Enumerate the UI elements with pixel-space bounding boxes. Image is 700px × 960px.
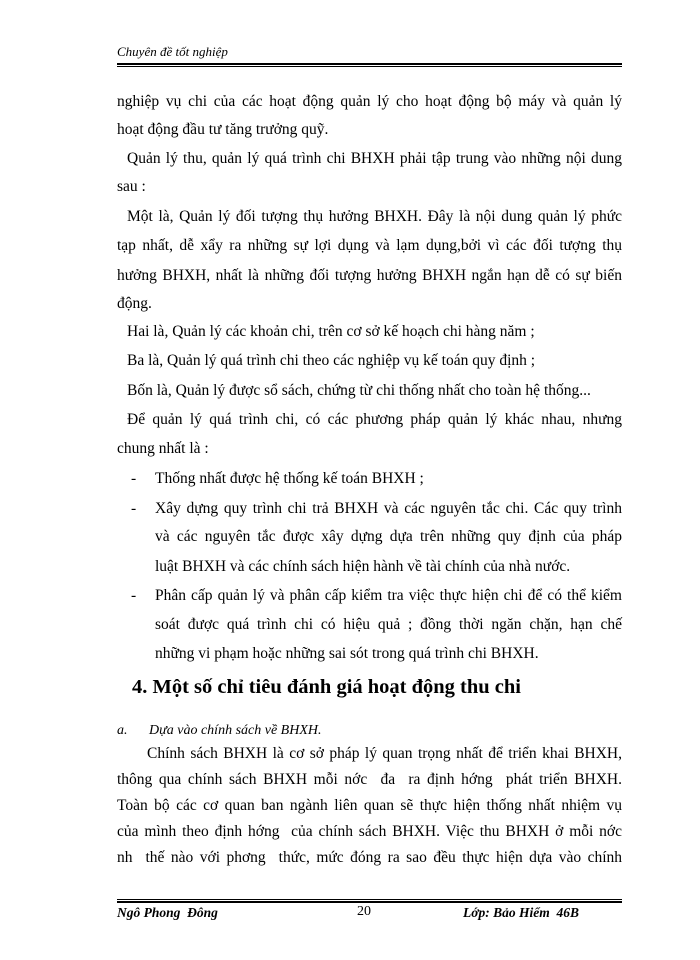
running-header: Chuyên đề tốt nghiệp [117, 44, 228, 59]
text-line: hưởng BHXH, nhất là những đối tượng hưởng BHXH ngắn hạn dễ có sự biến [117, 267, 622, 284]
subsection-label: a. [117, 723, 128, 738]
bullet-line: những vi phạm hoặc những sai sót trong quá trình chi BHXH. [155, 645, 539, 662]
text-line: chung nhất là : [117, 440, 209, 457]
text-line: của mình theo định hớng của chính sách BHXH. Việc thu BHXH ở mỗi nớc [117, 823, 622, 840]
page-number: 20 [357, 904, 371, 919]
bullet-line: Xây dựng quy trình chi trả BHXH và các nguyên tắc chi. Các quy trình [155, 500, 622, 517]
header-rule [117, 63, 622, 67]
text-line: tạp nhất, dễ xẩy ra những sự lợi dụng và lạm dụng,bởi vì các đối tượng thụ [117, 237, 622, 254]
text-line: nh thế nào với phơng thức, mức đóng ra sao đều thực hiện dựa vào chính [117, 849, 622, 866]
text-line: Hai là, Quản lý các khoản chi, trên cơ sở kế hoạch chi hàng năm ; [127, 323, 535, 340]
footer-rule [117, 899, 622, 903]
text-line: Chính sách BHXH là cơ sở pháp lý quan trọng nhất để triển khai BHXH, [147, 745, 622, 762]
bullet-line: và các nguyên tắc được xây dựng dựa trên những quy định của pháp [155, 528, 622, 545]
bullet-marker: - [131, 470, 137, 487]
bullet-marker: - [131, 587, 137, 604]
footer-author: Ngô Phong Đông [117, 905, 218, 920]
text-line: sau : [117, 178, 146, 195]
text-line: Để quản lý quá trình chi, có các phương pháp quản lý khác nhau, nhưng [127, 411, 622, 428]
text-line: Ba là, Quản lý quá trình chi theo các nghiệp vụ kế toán quy định ; [127, 352, 536, 369]
text-line: nghiệp vụ chi của các hoạt động quản lý cho hoạt động bộ máy và quản lý [117, 93, 622, 110]
bullet-line: Thống nhất được hệ thống kế toán BHXH ; [155, 470, 424, 487]
bullet-line: soát được quá trình chi có hiệu quả ; đồng thời ngăn chặn, hạn chế [155, 616, 622, 633]
bullet-line: Phân cấp quản lý và phân cấp kiểm tra việc thực hiện chi để có thể kiểm [155, 587, 622, 604]
bullet-marker: - [131, 500, 137, 517]
text-line: Một là, Quản lý đối tượng thụ hưởng BHXH. Đây là nội dung quản lý phức [127, 208, 622, 225]
text-line: thông qua chính sách BHXH mỗi nớc đa ra định hớng phát triển BHXH. [117, 771, 622, 788]
text-line: Bốn là, Quản lý được sổ sách, chứng từ chi thống nhất cho toàn hệ thống... [127, 382, 591, 399]
text-line: Toàn bộ các cơ quan ban ngành liên quan sẽ thực hiện thống nhất nhiệm vụ [117, 797, 622, 814]
footer-class: Lớp: Bảo Hiểm 46B [463, 905, 579, 920]
text-line: Quản lý thu, quản lý quá trình chi BHXH phải tập trung vào những nội dung [127, 150, 622, 167]
subsection-title: Dựa vào chính sách về BHXH. [149, 723, 322, 738]
bullet-line: luật BHXH và các chính sách hiện hành về tài chính của nhà nước. [155, 558, 571, 575]
text-line: động. [117, 295, 152, 312]
subsection-heading [117, 723, 321, 739]
text-line: hoạt động đầu tư tăng trưởng quỹ. [117, 121, 329, 138]
section-heading: 4. Một số chỉ tiêu đánh giá hoạt động thu chi [132, 676, 521, 698]
